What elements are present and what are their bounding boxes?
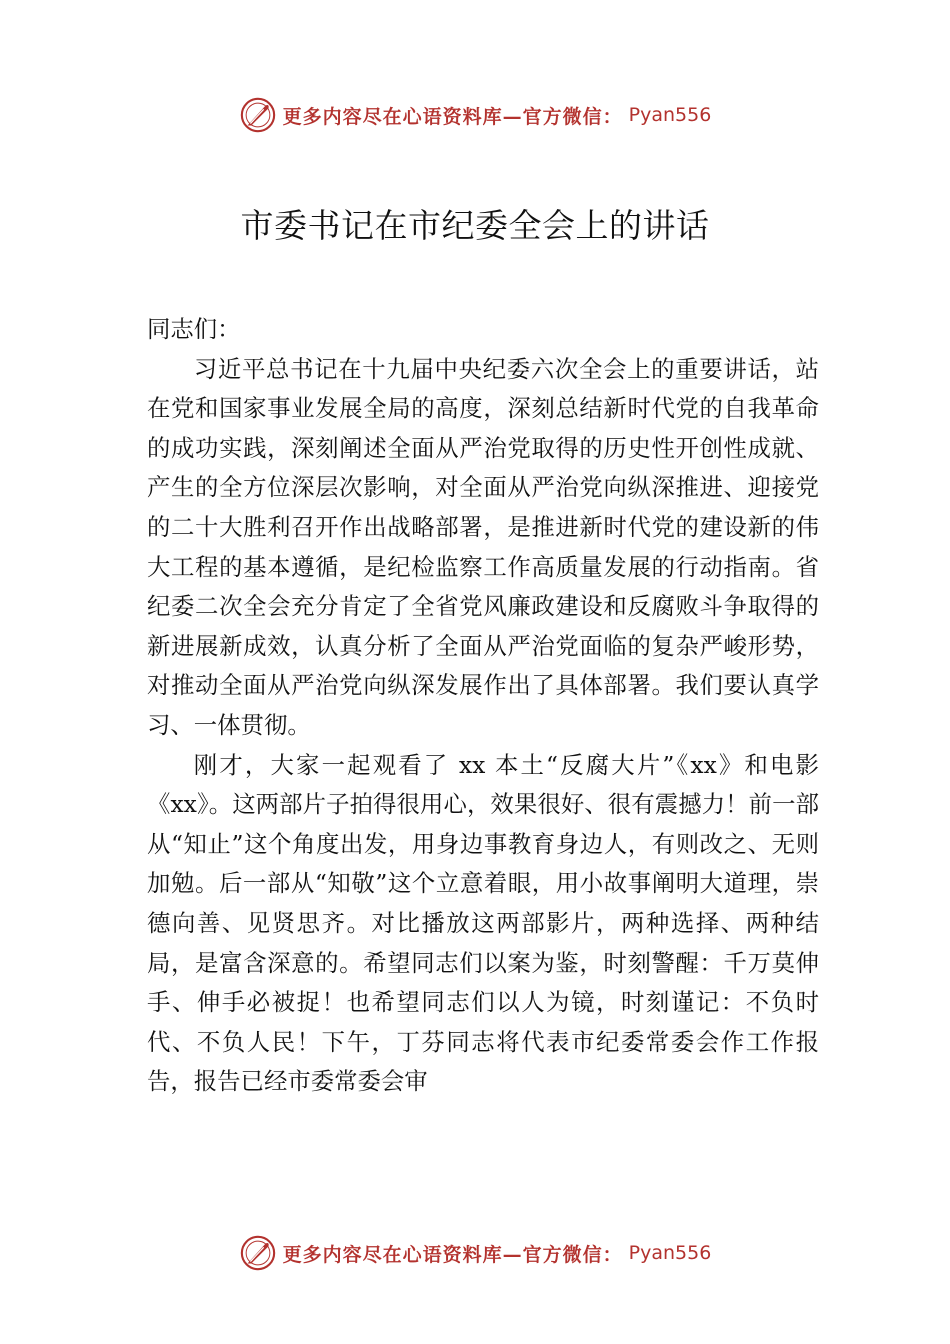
header-banner [0,92,950,138]
salutation: 同志们： [147,315,241,343]
document-title: 市委书记在市纪委全会上的讲话 [240,206,710,245]
paragraph: 刚才，大家一起观看了 xx 本土“反腐大片”《xx》和电影《xx》。这两部片子拍得很用心，效果很好、很有震撼力！前一部从“知止”这个角度出发，用身边事教育身边人，有则改之、无则加勉。后一部从“知敬”这个立意着眼，用小故事阐明大道理，崇德向善、见贤思齐。对比播放这两部影片，两种选择、两种结局，是富含深意的。希望同志们以案为鉴，时刻警醒：千万莫伸手、伸手必被捉！也希望同志们以人为镜，时刻谨记：不负时代、不负人民！下午，丁芬同志将代表市纪委常委会作工作报告，报告已经市委常委会审 [147,750,819,1096]
feather-pen-icon [239,1234,277,1272]
feather-pen-icon [239,96,277,134]
wechat-id: Pyan556 [628,104,712,126]
banner-text: 更多内容尽在心语资料库—官方微信： [282,105,623,128]
footer-banner [0,1230,950,1276]
banner-text: 更多内容尽在心语资料库—官方微信： [282,1243,623,1266]
wechat-id: Pyan556 [628,1242,712,1264]
document-body [147,310,819,1102]
paragraph: 习近平总书记在十九届中央纪委六次全会上的重要讲话，站在党和国家事业发展全局的高度，深刻总结新时代党的自我革命的成功实践，深刻阐述全面从严治党取得的历史性开创性成就、产生的全方位深层次影响，对全面从严治党向纵深推进、迎接党的二十大胜利召开作出战略部署，是推进新时代党的建设新的伟大工程的基本遵循，是纪检监察工作高质量发展的行动指南。省纪委二次全会充分肯定了全省党风廉政建设和反腐败斗争取得的新进展新成效，认真分析了全面从严治党面临的复杂严峻形势，对推动全面从严治党向纵深发展作出了具体部署。我们要认真学习、一体贯彻。 [147,354,819,739]
